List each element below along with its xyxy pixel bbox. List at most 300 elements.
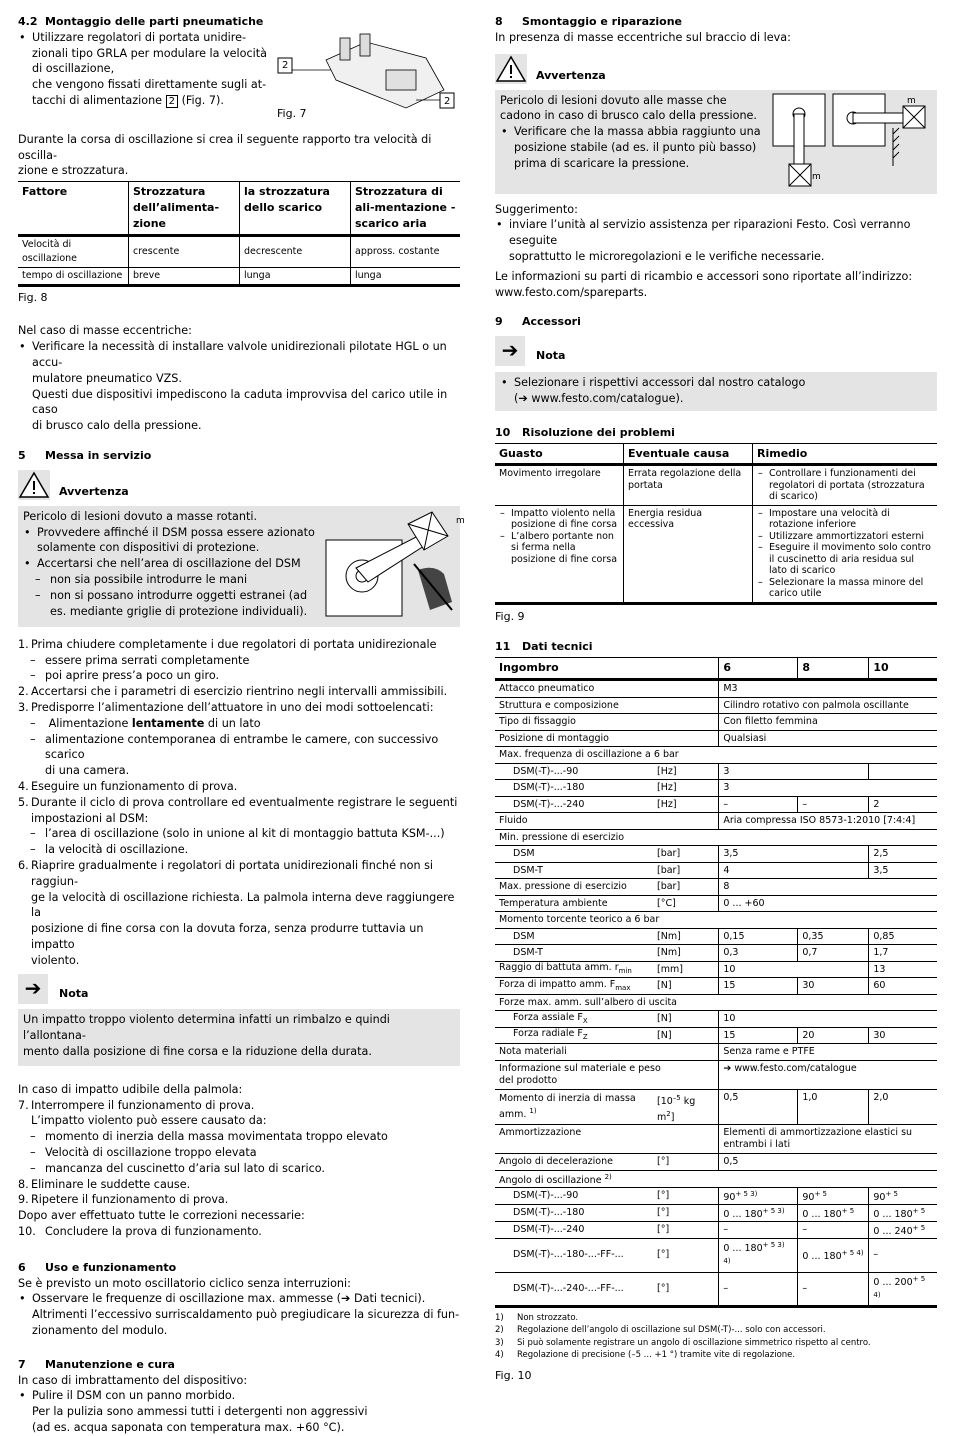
text-line: soprattutto le microregolazioni e le verifiche necessarie. — [509, 249, 825, 263]
table-cell — [869, 763, 937, 780]
table-cell: Movimento irregolare — [495, 465, 624, 506]
table-cell: [°] — [653, 1239, 719, 1272]
table-cell: Temperatura ambiente — [495, 895, 653, 912]
troubleshooting-table — [495, 443, 937, 605]
table-cell: 3,5 — [869, 862, 937, 879]
table-cell: Forza radiale $F_Z$ — [495, 1027, 653, 1044]
table-cell: [Hz] — [653, 780, 719, 797]
table-cell: 0,35 — [798, 928, 869, 945]
text-line: Eliminare le suddette cause. — [31, 1177, 191, 1191]
text-line: • Selezionare i rispettivi accessori dal nostro catalogo — [514, 376, 806, 390]
table-header: Guasto — [495, 443, 624, 465]
section-7-title: 7 Manutenzione e cura — [18, 1357, 175, 1371]
bullet-hgl — [18, 339, 460, 434]
table-cell: $90^{+ 5}$ — [869, 1187, 937, 1204]
text-line: L’impatto violento può essere causato da: — [31, 1114, 267, 1128]
text-line: posizione stabile (ad es. il punto più basso) — [514, 140, 757, 154]
text-line: – momento di inerzia della massa movimentata troppo elevato — [45, 1130, 388, 1144]
table-cell: 15 — [719, 978, 798, 995]
table-cell: lunga — [351, 267, 461, 285]
table-cell: DSM(-T)-...-180 — [495, 1204, 653, 1221]
section-4-2-title: 4.2 Montaggio delle parti pneumatiche — [18, 15, 264, 28]
table-cell: Forza di impatto amm. $F_{max}$ — [495, 978, 653, 995]
text-line: violento. — [31, 953, 80, 967]
table-header: Fattore — [18, 182, 129, 235]
table-cell: Nota materiali — [495, 1044, 719, 1061]
list-item: – Eseguire il movimento solo contro il cuscinetto di aria residua sul lato di scarico — [757, 542, 933, 577]
table-cell: 2,5 — [869, 846, 937, 863]
list-item: – Controllare i funzionamenti dei regolatori di portata (strozzatura di scarico) — [757, 468, 933, 503]
text-line: Pericolo di lesioni dovuto alle masse che — [500, 93, 727, 107]
table-cell: M3 — [719, 680, 937, 698]
table-header: 6 — [719, 658, 798, 680]
table-cell: [N] — [653, 1027, 719, 1044]
table-cell: DSM — [495, 846, 653, 863]
text-line: Eseguire un funzionamento di prova. — [31, 779, 238, 793]
table-row — [495, 780, 937, 797]
table-cell: [Hz] — [653, 763, 719, 780]
section-6-title: 6 Uso e funzionamento — [18, 1260, 177, 1274]
text-line: di una camera. — [45, 764, 130, 778]
bullet — [495, 217, 937, 264]
table-row — [495, 697, 937, 714]
bullet — [18, 1388, 460, 1435]
table-row — [495, 928, 937, 945]
note-box — [495, 372, 937, 411]
step-5: 5. Durante il ciclo di prova controllare ed eventualmente registrare le seguenti impostazioni al DSM: — [18, 795, 460, 827]
bullet — [18, 1291, 460, 1338]
text-line: – non sia possibile introdurre le mani — [50, 572, 248, 586]
table-cell: Posizione di montaggio — [495, 730, 719, 747]
table-cell: tempo di oscillazione — [18, 267, 129, 285]
text-line: di oscillazione, — [32, 62, 115, 76]
text-line: • Verificare la necessità di installare valvole unidirezionali pilotate HGL o un accu- — [32, 340, 447, 369]
table-cell: – — [719, 1272, 798, 1306]
text-line: zione e strozzatura. — [18, 164, 129, 178]
table-cell: appross. costante — [351, 235, 461, 267]
table-header: Ingombro — [495, 658, 719, 680]
table-row — [495, 846, 937, 863]
text-line: – Alimentazione lentamente di un lato — [48, 716, 261, 730]
text-line: Concludere la prova di funzionamento. — [45, 1225, 262, 1239]
table-cell: ➔ www.festo.com/catalogue — [719, 1060, 937, 1089]
table-row — [495, 813, 937, 830]
text-line: Accertarsi che i parametri di esercizio rientrino negli intervalli ammissibili. — [31, 685, 448, 699]
table-header: Strozzatura dell’alimenta-zione — [129, 182, 240, 235]
table-cell: Attacco pneumatico — [495, 680, 719, 698]
table-header: 8 — [798, 658, 869, 680]
step-8: 8. Eliminare le suddette cause. — [18, 1177, 460, 1193]
text-line: (➔ www.festo.com/catalogue). — [514, 391, 684, 405]
text-line: zionali tipo GRLA per modulare la velocità — [32, 46, 267, 60]
dash-item — [18, 1161, 460, 1177]
text-line: • Utilizzare regolatori di portata unidire- — [32, 30, 247, 44]
table-cell: [Nm] — [653, 945, 719, 962]
table-cell: 0 ... $180^{+ 5 3)}$ — [719, 1204, 798, 1221]
table-cell — [753, 465, 938, 506]
text-line: tacchi di alimentazione 2 (Fig. 7). — [32, 93, 224, 107]
table-cell: 3 — [719, 763, 869, 780]
text-line: Prima chiudere completamente i due regolatori di portata unidirezionale — [31, 637, 437, 651]
fig9-caption: Fig. 9 — [495, 609, 525, 623]
footnote: 1) Non strozzato. — [495, 1312, 579, 1323]
table-row — [495, 763, 937, 780]
table-cell: Senza rame e PTFE — [719, 1044, 937, 1061]
table-cell: Informazione sul materiale e peso del prodotto — [495, 1060, 719, 1089]
text-line: – poi aprire press’a poco un giro. — [45, 669, 220, 683]
table-row — [495, 1187, 937, 1204]
section-4-2-top — [18, 30, 460, 132]
footnote: 2) Regolazione dell’angolo di oscillazione sul DSM(-T)-... solo con accessori. — [495, 1325, 826, 1336]
text-line: che vengono fissati direttamente sugli at- — [32, 78, 267, 92]
footnote: 3) Si può solamente registrare un angolo di oscillazione simmetrico rispetto al centro. — [495, 1337, 871, 1348]
step-1: 1. Prima chiudere completamente i due regolatori di portata unidirezionale — [18, 637, 460, 653]
table-cell: 0,85 — [869, 928, 937, 945]
table-cell: DSM(-T)-...-180 — [495, 780, 653, 797]
text-line: Dopo aver effettuato tutte le correzioni necessarie: — [18, 1209, 305, 1223]
table-cell: Tipo di fissaggio — [495, 714, 719, 731]
table-cell: breve — [129, 267, 240, 285]
table-cell: DSM-T — [495, 862, 653, 879]
list-item: – Selezionare la massa minore del carico utile — [757, 577, 933, 600]
mass-label: m — [812, 171, 821, 182]
table-row — [495, 796, 937, 813]
table-row — [495, 978, 937, 995]
table-cell: [Nm] — [653, 928, 719, 945]
list-item: – Impatto violento nella posizione di fine corsa — [499, 508, 619, 531]
technical-data-table — [495, 657, 937, 1307]
table-cell: – — [798, 796, 869, 813]
table-cell: 8 — [719, 879, 937, 896]
text-line: Per la pulizia sono ammessi tutti i detergenti non aggressivi — [32, 1405, 368, 1419]
table-cell: [bar] — [653, 879, 719, 896]
note-label: Nota — [536, 349, 566, 363]
fig8-table — [18, 181, 460, 286]
text-line: zionamento del modulo. — [32, 1324, 168, 1338]
left-column — [18, 14, 465, 1436]
table-cell: [bar] — [653, 862, 719, 879]
table-row — [495, 1089, 937, 1124]
table-cell: 10 — [719, 961, 869, 978]
table-cell: Momento di inerzia di massa amm. $^{1)}$ — [495, 1089, 653, 1124]
text-line: solamente con dispositivi di protezione. — [37, 541, 260, 555]
text-line: Predisporre l’alimentazione dell’attuatore in uno dei modi sottoelencati: — [31, 700, 434, 714]
table-cell: DSM — [495, 928, 653, 945]
table-row — [495, 1222, 937, 1239]
table-cell: DSM(-T)-...-240-...-FF-... — [495, 1272, 653, 1306]
text-line: cadono in caso di brusco calo della pressione. — [500, 109, 757, 123]
table-cell: DSM(-T)-...-90 — [495, 1187, 653, 1204]
table-cell: 3 — [719, 780, 937, 797]
table-cell: [°] — [653, 1272, 719, 1306]
table-row — [495, 994, 937, 1011]
table-cell: 2,0 — [869, 1089, 937, 1124]
note-header — [495, 336, 937, 368]
table-cell: 1,7 — [869, 945, 937, 962]
section-10-title: 10 Risoluzione dei problemi — [495, 425, 675, 439]
text-line: In caso di impatto udibile della palmola: — [18, 1082, 243, 1096]
text-line: mulatore pneumatico VZS. — [32, 371, 182, 385]
table-row — [18, 235, 460, 267]
table-cell: 0,3 — [719, 945, 798, 962]
text-line: (ad es. acqua saponata con temperatura max. +60 °C). — [32, 1421, 345, 1435]
table-cell: 0 ... $180^{+ 5 4)}$ — [798, 1239, 869, 1272]
fig7-callout-left: 2 — [282, 59, 289, 71]
table-cell: [mm] — [653, 961, 719, 978]
text-line: Nel caso di masse eccentriche: — [18, 324, 192, 338]
text-line: Questi due dispositivi impediscono la caduta improvvisa del carico utile in caso — [32, 387, 448, 417]
section-8-title: 8 Smontaggio e riparazione — [495, 15, 683, 28]
rotating-mass-illustration — [322, 510, 458, 620]
table-cell: [$10^{-5}$ kg $m^2$] — [653, 1089, 719, 1124]
text-line: impostazioni al DSM: — [31, 811, 149, 825]
step-10: 10. Concludere la prova di funzionamento. — [18, 1224, 460, 1240]
table-cell: 20 — [798, 1027, 869, 1044]
table-cell: 0,15 — [719, 928, 798, 945]
text-line: Ripetere il funzionamento di prova. — [31, 1193, 229, 1207]
text-line: • Osservare le frequenze di oscillazione max. ammesse (➔ Dati tecnici). — [32, 1292, 426, 1306]
text-line: • Accertarsi che nell’area di oscillazione del DSM — [37, 557, 301, 571]
step-7: 7. Interrompere il funzionamento di prova. L’impatto violento può essere causato da: — [18, 1098, 460, 1130]
table-cell: – — [869, 1239, 937, 1272]
table-row — [495, 912, 937, 929]
table-cell: 13 — [869, 961, 937, 978]
warning-box — [18, 506, 465, 627]
table-cell: 3,5 — [719, 846, 869, 863]
table-header: Strozzatura di ali-mentazione - scarico aria — [351, 182, 461, 235]
table-row — [495, 680, 937, 698]
text-line: es. mediante griglie di protezione individuali). — [50, 604, 308, 618]
list-item: – L’albero portante non si ferma nella posizione di fine corsa — [499, 531, 619, 566]
table-header: Rimedio — [753, 443, 938, 465]
text-line: ge la velocità di oscillazione richiesta. La palmola interna deve raggiungere la — [31, 890, 455, 920]
text-line: In caso di imbrattamento del dispositivo: — [18, 1373, 248, 1387]
text-line: • Verificare che la massa abbia raggiunto una — [514, 125, 761, 139]
arrow-icon: ➔ — [518, 391, 528, 405]
fig10-caption: Fig. 10 — [495, 1368, 532, 1382]
table-cell: Energia residua eccessiva — [624, 505, 753, 603]
table-row — [495, 714, 937, 731]
table-cell: 0,5 — [719, 1089, 798, 1124]
dash-item — [18, 826, 460, 842]
text-line: Riaprire gradualmente i regolatori di portata unidirezionali finché non si raggiun- — [31, 858, 434, 888]
table-cell: [N] — [653, 978, 719, 995]
table-header: 10 — [869, 658, 937, 680]
table-row — [495, 895, 937, 912]
table-cell: Forza assiale $F_X$ — [495, 1011, 653, 1028]
warning-header — [495, 54, 937, 88]
table-row — [495, 879, 937, 896]
table-row — [495, 730, 937, 747]
text-line: Interrompere il funzionamento di prova. — [31, 1098, 255, 1112]
table-cell: 15 — [719, 1027, 798, 1044]
table-cell: – — [719, 796, 798, 813]
table-cell: 0 ... +60 — [719, 895, 937, 912]
table-row — [495, 1272, 937, 1306]
table-cell: 60 — [869, 978, 937, 995]
table-cell: 0,5 — [719, 1154, 937, 1171]
table-row — [495, 1204, 937, 1221]
table-row — [495, 945, 937, 962]
footnote: 4) Regolazione di precisione (–5 ... +1 °) tramite vite di regolazione. — [495, 1350, 796, 1361]
table-cell: [N] — [653, 1011, 719, 1028]
text-line: mento dalla posizione di fine corsa e la riduzione della durata. — [23, 1045, 372, 1059]
text-line: prima di scaricare la pressione. — [514, 156, 690, 170]
text-line: – Velocità di oscillazione troppo elevata — [45, 1146, 257, 1160]
fig7-callout-right: 2 — [444, 95, 451, 107]
table-row — [18, 267, 460, 285]
table-row — [495, 465, 937, 506]
dash-item — [18, 732, 460, 779]
table-cell: 1,0 — [798, 1089, 869, 1124]
warning-icon — [495, 54, 527, 84]
warning-header — [18, 470, 460, 504]
table-row — [495, 961, 937, 978]
table-cell: Fluido — [495, 813, 719, 830]
warning-box — [495, 90, 937, 194]
table-cell: – — [719, 1222, 798, 1239]
step-6: 6. Riaprire gradualmente i regolatori di portata unidirezionali finché non si raggiun- ge la velocità di oscillazione richiesta. La palmola interna deve raggiungere la posizione di fine corsa con la dovuta forza, senza produrre tuttavia un impatto violento. — [18, 858, 460, 969]
table-cell: Elementi di ammortizzazione elastici su entrambi i lati — [719, 1125, 937, 1154]
table-cell: Con filetto femmina — [719, 714, 937, 731]
table-row — [495, 1239, 937, 1272]
text-line: posizione di fine corsa con la dovuta forza, senza produrre tuttavia un impatto — [31, 922, 424, 951]
table-cell: Min. pressione di esercizio — [495, 829, 937, 846]
footnotes — [495, 1312, 937, 1362]
mass-label: m — [907, 95, 916, 106]
table-cell: crescente — [129, 235, 240, 267]
table-cell: 0,7 — [798, 945, 869, 962]
table-cell: Angolo di oscillazione $^{2)}$ — [495, 1170, 937, 1187]
table-row — [495, 747, 937, 764]
right-column — [495, 14, 937, 1384]
note-header — [18, 974, 460, 1006]
table-row — [495, 505, 937, 603]
text-line: Le informazioni su parti di ricambio e accessori sono riportate all’indirizzo: — [495, 269, 913, 283]
arrow-icon: ➔ — [18, 974, 48, 1004]
table-header: Eventuale causa — [624, 443, 753, 465]
table-cell: DSM(-T)-...-240 — [495, 1222, 653, 1239]
table-row — [495, 1044, 937, 1061]
table-cell: [Hz] — [653, 796, 719, 813]
table-cell: Angolo di decelerazione — [495, 1154, 653, 1171]
table-cell: $90^{+ 5 3)}$ — [719, 1187, 798, 1204]
list-item: – Impostare una velocità di rotazione inferiore — [757, 508, 933, 531]
text-line: In presenza di masse eccentriche sul braccio di leva: — [495, 30, 791, 44]
table-cell — [495, 505, 624, 603]
step-2: 2. Accertarsi che i parametri di esercizio rientrino negli intervalli ammissibili. — [18, 684, 460, 700]
table-cell: [°] — [653, 1222, 719, 1239]
fig8-caption: Fig. 8 — [18, 290, 48, 304]
text-line: – essere prima serrati completamente — [45, 653, 250, 667]
text-line: • inviare l’unità al servizio assistenza per riparazioni Festo. Così verranno eseguite — [509, 218, 911, 248]
table-cell: 30 — [869, 1027, 937, 1044]
table-cell: 0 ... $200^{+ 5 4)}$ — [869, 1272, 937, 1306]
table-cell: $90^{+ 5}$ — [798, 1187, 869, 1204]
table-row — [495, 1125, 937, 1154]
table-cell: 0 ... $180^{+ 5 3) 4)}$ — [719, 1239, 798, 1272]
table-cell: Cilindro rotativo con palmola oscillante — [719, 697, 937, 714]
table-cell: 10 — [719, 1011, 937, 1028]
text-line: Un impatto troppo violento determina infatti un rimbalzo e quindi l’allontana- — [23, 1013, 390, 1043]
table-cell — [753, 505, 938, 603]
table-cell: 0 ... $240^{+ 5}$ — [869, 1222, 937, 1239]
text-line: Se è previsto un moto oscillatorio ciclico senza interruzioni: — [18, 1276, 351, 1290]
text-line: Durante la corsa di oscillazione si crea il seguente rapporto tra velocità di oscilla- — [18, 132, 432, 162]
section-5-title: 5 Messa in servizio — [18, 448, 152, 462]
table-cell: Velocità di oscillazione — [18, 235, 129, 267]
dash-item — [18, 668, 460, 684]
table-row — [495, 1027, 937, 1044]
table-row — [495, 1170, 937, 1187]
fig7-caption: Fig. 7 — [277, 106, 307, 120]
table-row — [495, 1154, 937, 1171]
table-cell: 2 — [869, 796, 937, 813]
table-cell: 30 — [798, 978, 869, 995]
section-11-title: 11 Dati tecnici — [495, 639, 593, 653]
text-line: Durante il ciclo di prova controllare ed eventualmente registrare le seguenti — [31, 795, 458, 809]
step-3: 3. Predisporre l’alimentazione dell’attuatore in uno dei modi sottoelencati: — [18, 700, 460, 716]
table-cell: [°] — [653, 1187, 719, 1204]
text-line: • Provvedere affinché il DSM possa essere azionato — [37, 525, 315, 539]
text-line: • Pulire il DSM con un panno morbido. — [32, 1389, 236, 1403]
table-cell: decrescente — [240, 235, 351, 267]
dash-item — [18, 842, 460, 858]
note-box — [18, 1009, 460, 1065]
text-line: – mancanza del cuscinetto d’aria sul lato di scarico. — [45, 1161, 325, 1175]
table-cell: Ammortizzazione — [495, 1125, 719, 1154]
table-cell: [°] — [653, 1154, 719, 1171]
table-cell: Forze max. amm. sull’albero di uscita — [495, 994, 937, 1011]
dash-item — [18, 653, 460, 669]
table-row — [495, 1060, 937, 1089]
table-cell: Errata regolazione della portata — [624, 465, 753, 506]
mass-label: m — [456, 515, 465, 526]
table-cell: DSM(-T)-...-90 — [495, 763, 653, 780]
dash-item — [18, 716, 460, 732]
arrow-icon: ➔ — [495, 336, 525, 366]
warning-icon — [18, 470, 50, 500]
table-cell: [bar] — [653, 846, 719, 863]
text-line: – non si possano introdurre oggetti estranei (ad — [50, 588, 308, 602]
text-line: Altrimenti l’eccessivo surriscaldamento può pregiudicare la sicurezza di fun- — [32, 1308, 460, 1322]
table-header: la strozzatura dello scarico — [240, 182, 351, 235]
table-cell: DSM-T — [495, 945, 653, 962]
bullet-grla — [18, 30, 287, 110]
text-line: – la velocità di oscillazione. — [45, 843, 189, 857]
table-cell: lunga — [240, 267, 351, 285]
table-cell: 4 — [719, 862, 869, 879]
table-cell: – — [798, 1272, 869, 1306]
table-cell: [°C] — [653, 895, 719, 912]
callout-box: 2 — [166, 95, 178, 108]
step-9: 9. Ripetere il funzionamento di prova. — [18, 1192, 460, 1208]
text-line: di brusco calo della pressione. — [32, 419, 202, 433]
list-item: – Utilizzare ammortizzatori esterni — [757, 531, 933, 543]
table-cell: 0 ... $180^{+ 5}$ — [869, 1204, 937, 1221]
arrow-icon: ➔ — [341, 1292, 351, 1306]
step-4: 4. Eseguire un funzionamento di prova. — [18, 779, 460, 795]
table-cell: [°] — [653, 1204, 719, 1221]
text-line: Pericolo di lesioni dovuto a masse rotanti. — [23, 509, 258, 523]
text-line: Suggerimento: — [495, 202, 578, 216]
bullet — [500, 375, 932, 407]
text-line: – alimentazione contemporanea di entrambe le camere, con successivo scarico — [45, 732, 439, 762]
table-cell: Momento torcente teorico a 6 bar — [495, 912, 937, 929]
table-cell: Qualsiasi — [719, 730, 937, 747]
table-cell: Max. pressione di esercizio — [495, 879, 653, 896]
text-line: www.festo.com/spareparts. — [495, 285, 648, 299]
